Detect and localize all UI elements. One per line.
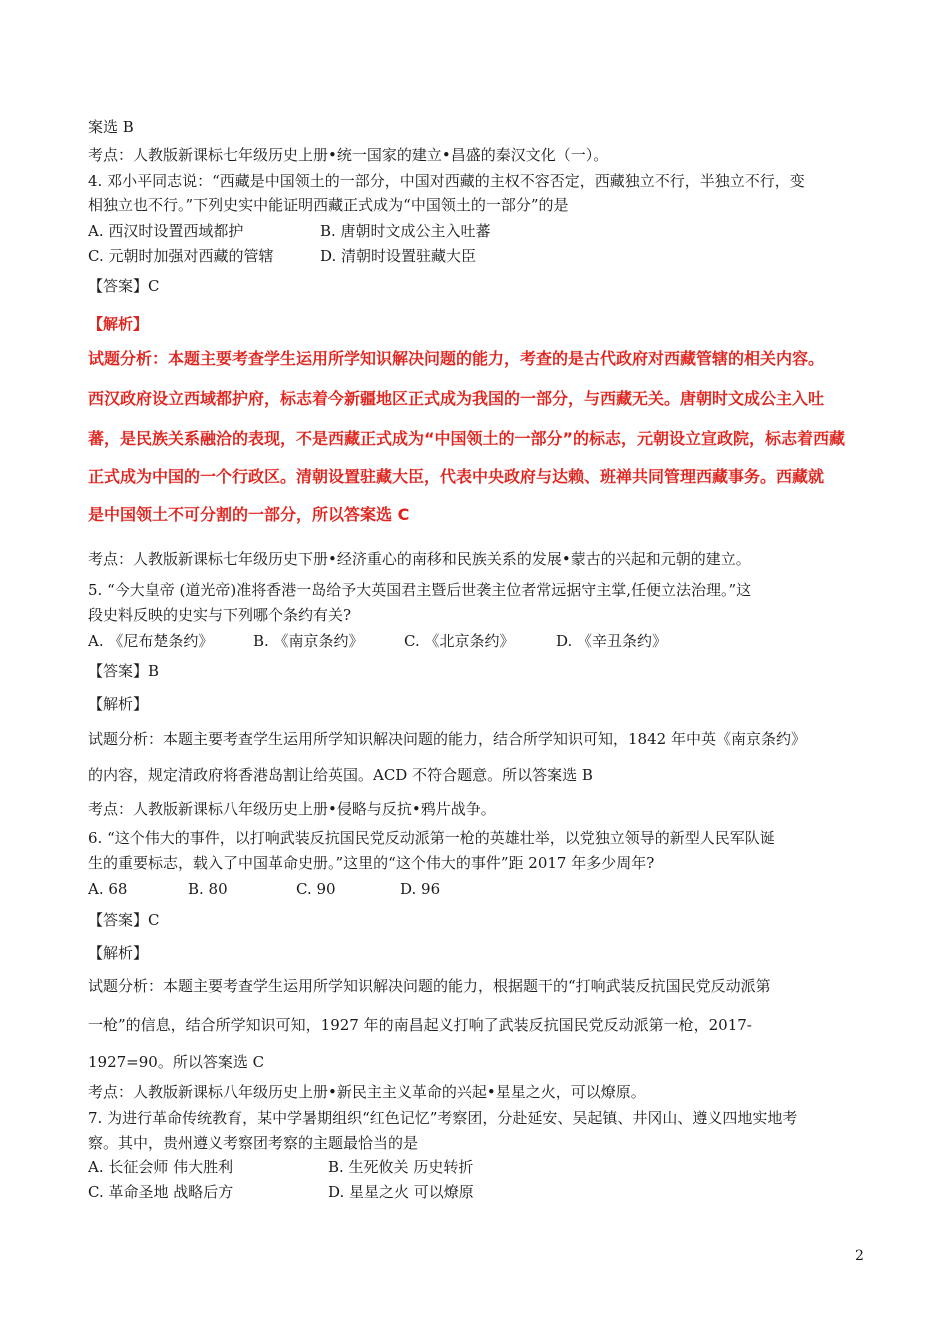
q4-options-row1 (88, 221, 491, 241)
q4-stem-line1: 4. 邓小平同志说：“西藏是中国领土的一部分，中国对西藏的主权不容否定，西藏独立不行，半独立不行，变 (88, 172, 805, 190)
q4-analysis-line3: 蕃，是民族关系融洽的表现，不是西藏正式成为“中国领土的一部分”的标志，元朝设立宣政院，标志着西藏 (88, 429, 846, 448)
q4-analysis-line4: 正式成为中国的一个行政区。清朝设置驻藏大臣，代表中央政府与达赖、班禅共同管理西藏事务。西藏就 (88, 467, 825, 486)
q5-option-c: C. 《北京条约》 (404, 632, 515, 650)
q4-stem-line2: 相独立也不行。”下列史实中能证明西藏正式成为“中国领土的一部分”的是 (88, 196, 569, 214)
q6-options-row (88, 879, 440, 899)
q4-options-row2 (88, 246, 476, 266)
q7-options-row1 (88, 1157, 473, 1177)
q6-kaodian: 考点：人教版新课标八年级历史上册•新民主主义革命的兴起•星星之火，可以燎原。 (88, 1083, 646, 1101)
q6-jiexi-heading: 【解析】 (88, 944, 149, 962)
q5-analysis-line2: 的内容，规定清政府将香港岛割让给英国。ACD 不符合题意。所以答案选 B (88, 766, 593, 784)
q5-option-a: A. 《尼布楚条约》 (88, 632, 214, 650)
q4-analysis-line1: 试题分析：本题主要考查学生运用所学知识解决问题的能力，考查的是古代政府对西藏管辖的相关内容。 (88, 349, 825, 368)
q5-stem-line2: 段史料反映的史实与下列哪个条约有关? (88, 606, 352, 624)
q5-stem-line1: 5. “今大皇帝 (道光帝)准将香港一岛给予大英国君主暨后世袭主位者常远据守主掌,任便立法治理。”这 (88, 581, 752, 599)
q6-option-a: A. 68 (88, 880, 128, 898)
page-number: 2 (855, 1248, 864, 1264)
q7-options-row2 (88, 1182, 474, 1202)
q7-stem-line2: 察。其中，贵州遵义考察团考察的主题最恰当的是 (88, 1134, 419, 1152)
answer-line-prev: 案选 B (88, 118, 134, 136)
q4-option-d: D. 清朝时设置驻藏大臣 (320, 247, 477, 265)
q7-option-a: A. 长征会师 伟大胜利 (88, 1158, 234, 1176)
q6-stem-line2: 生的重要标志，载入了中国革命史册。”这里的“这个伟大的事件”距 2017 年多少周年? (88, 854, 655, 872)
kaodian-prev: 考点：人教版新课标七年级历史上册•统一国家的建立•昌盛的秦汉文化（一）。 (88, 146, 609, 164)
q6-stem-line1: 6. “这个伟大的事件，以打响武装反抗国民党反动派第一枪的英雄壮举，以党独立领导的新型人民军队诞 (88, 829, 775, 847)
q6-option-b: B. 80 (188, 880, 228, 898)
q4-analysis-line5: 是中国领土不可分割的一部分，所以答案选 C (88, 505, 410, 524)
q6-analysis-line2: 一枪”的信息，结合所学知识可知，1927 年的南昌起义打响了武装反抗国民党反动派第一枪，2017- (88, 1016, 752, 1034)
q4-answer: 【答案】C (88, 277, 160, 295)
q5-jiexi-heading: 【解析】 (88, 695, 149, 713)
q5-option-b: B. 《南京条约》 (253, 632, 364, 650)
q5-kaodian: 考点：人教版新课标八年级历史上册•侵略与反抗•鸦片战争。 (88, 800, 496, 818)
q4-jiexi-heading: 【解析】 (88, 315, 149, 333)
q7-option-c: C. 革命圣地 战略后方 (88, 1183, 234, 1201)
q6-analysis-line3: 1927=90。所以答案选 C (88, 1053, 265, 1071)
q5-analysis-line1: 试题分析：本题主要考查学生运用所学知识解决问题的能力，结合所学知识可知，1842 年中英《南京条约》 (88, 730, 806, 748)
q4-analysis-line2: 西汉政府设立西域都护府，标志着今新疆地区正式成为我国的一部分，与西藏无关。唐朝时文成公主入吐 (88, 389, 825, 408)
q7-stem-line1: 7. 为进行革命传统教育，某中学暑期组织“红色记忆”考察团，分赴延安、吴起镇、井冈山、遵义四地实地考 (88, 1109, 798, 1127)
q6-analysis-line1: 试题分析：本题主要考查学生运用所学知识解决问题的能力，根据题干的“打响武装反抗国民党反动派第 (88, 977, 771, 995)
q7-option-d: D. 星星之火 可以燎原 (328, 1183, 474, 1201)
q7-option-b: B. 生死攸关 历史转折 (328, 1158, 474, 1176)
q6-option-d: D. 96 (400, 880, 441, 898)
q5-option-d: D. 《辛丑条约》 (556, 632, 668, 650)
q4-option-c: C. 元朝时加强对西藏的管辖 (88, 247, 274, 265)
q6-option-c: C. 90 (296, 880, 336, 898)
q4-option-a: A. 西汉时设置西域都护 (88, 222, 244, 240)
q4-option-b: B. 唐朝时文成公主入吐蕃 (320, 222, 491, 240)
q6-answer: 【答案】C (88, 911, 160, 929)
q5-answer: 【答案】B (88, 662, 160, 680)
q5-options-row (88, 631, 667, 651)
q4-kaodian: 考点：人教版新课标七年级历史下册•经济重心的南移和民族关系的发展•蒙古的兴起和元朝的建立。 (88, 550, 751, 568)
